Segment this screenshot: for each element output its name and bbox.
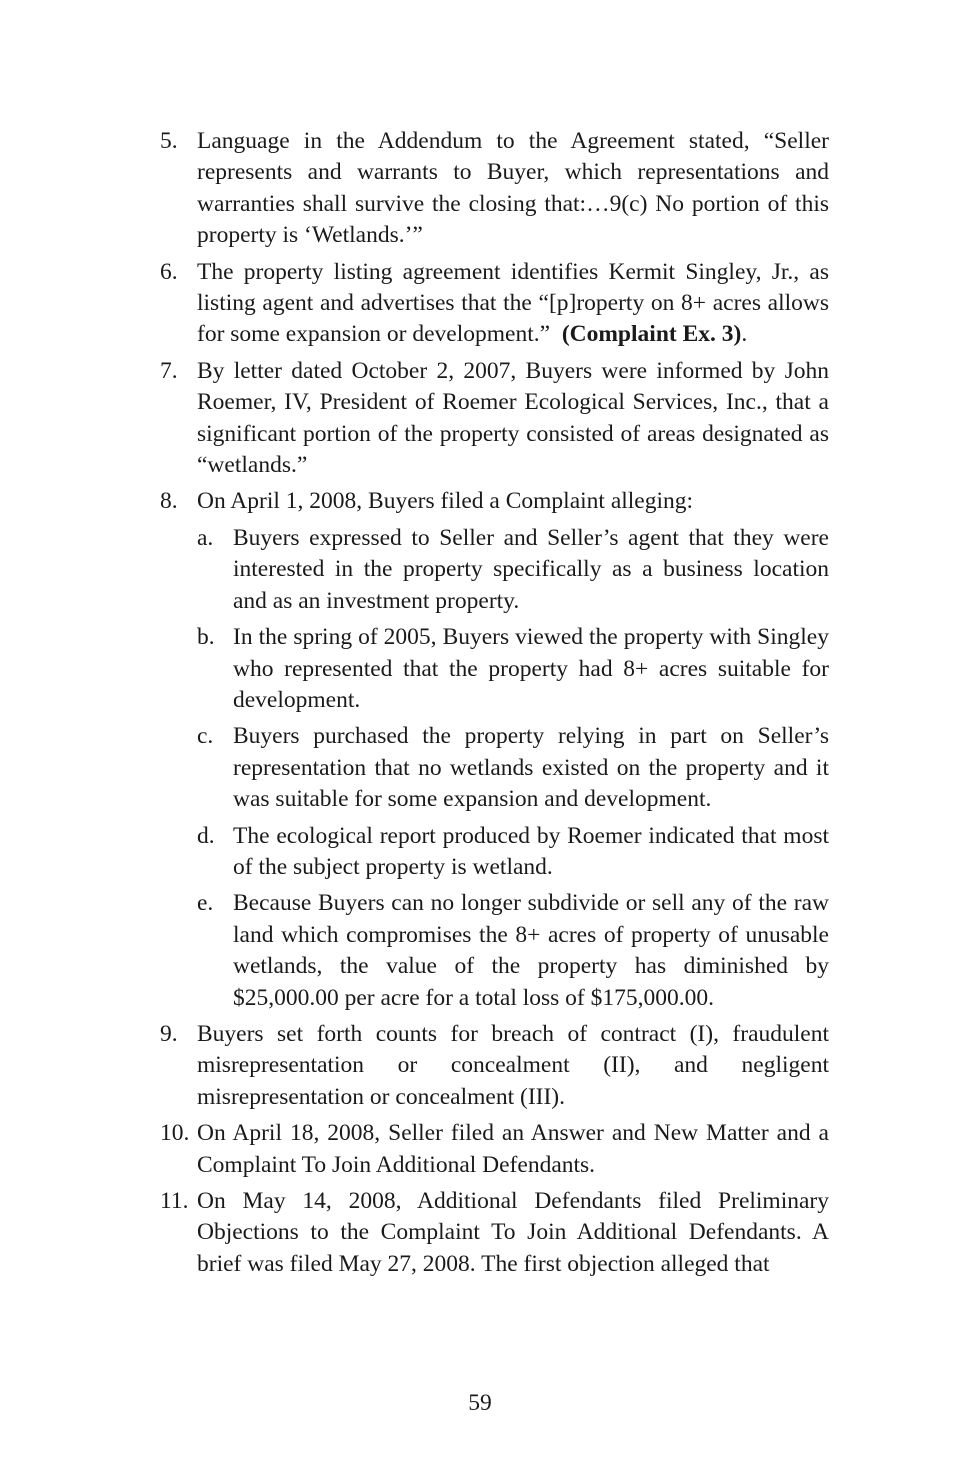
paragraph-text: On May 14, 2008, Additional Defendants filed Preliminary Objections to the Complaint To Join Additional Defendants. A brief was filed May 27, 2008. The first objection alleged that xyxy=(197,1188,829,1277)
sub-item-text: Buyers purchased the property relying in part on Seller’s representation that no wetlands existed on the property and it was suitable for some expansion and development. xyxy=(233,723,829,813)
paragraph-9 xyxy=(160,1019,829,1113)
sub-item-letter: c. xyxy=(197,723,214,750)
sub-item-a xyxy=(197,523,829,617)
document-body xyxy=(160,126,829,1285)
paragraph-text: On April 18, 2008, Seller filed an Answer and New Matter and a Complaint To Join Additional Defendants. xyxy=(197,1120,829,1178)
sub-item-b xyxy=(197,622,829,716)
paragraph-number: 6. xyxy=(160,258,178,285)
paragraph-text: Language in the Addendum to the Agreement stated, “Seller represents and warrants to Buyer, which representations and warranties shall survive the closing that:…9(c) No portion of this property is ‘Wetlands.’” xyxy=(197,128,829,249)
paragraph-number: 10. xyxy=(160,1120,190,1147)
paragraph-number: 11. xyxy=(160,1188,189,1214)
sub-item-letter: d. xyxy=(197,822,215,849)
sub-list xyxy=(197,523,829,1014)
sub-item-text: In the spring of 2005, Buyers viewed the property with Singley who represented that the property had 8+ acres suitable for development. xyxy=(233,624,829,713)
paragraph-8 xyxy=(160,486,829,1014)
sub-item-letter: e. xyxy=(197,890,214,917)
paragraph-6 xyxy=(160,257,829,351)
sub-item-text: Buyers expressed to Seller and Seller’s agent that they were interested in the property specifically as a business location and as an investment property. xyxy=(233,524,829,614)
sub-item-text: Because Buyers can no longer subdivide or sell any of the raw land which compromises the 8+ acres of property of unusable wetlands, the value of the property has diminished by $25,000.00 per acre for a total loss of $175,000.00. xyxy=(233,890,829,1011)
paragraph-text: By letter dated October 2, 2007, Buyers were informed by John Roemer, IV, President of Roemer Ecological Services, Inc., that a significant portion of the property consisted of areas designated as “wetlands.” xyxy=(197,357,829,479)
paragraph-number: 9. xyxy=(160,1020,178,1047)
sub-item-letter: b. xyxy=(197,624,215,651)
paragraph-text: On April 1, 2008, Buyers filed a Complaint alleging: xyxy=(197,488,694,515)
sub-item-text: The ecological report produced by Roemer indicated that most of the subject property is wetland. xyxy=(233,822,829,880)
sub-item-e xyxy=(197,888,829,1014)
page-number: 59 xyxy=(468,1390,492,1416)
paragraph-number: 8. xyxy=(160,488,178,515)
sub-item-d xyxy=(197,821,829,884)
paragraph-number: 7. xyxy=(160,357,178,384)
paragraph-text-wrap xyxy=(197,257,829,351)
sub-item-letter: a. xyxy=(197,524,214,551)
exhibit-citation: (Complaint Ex. 3) xyxy=(561,321,742,348)
paragraph-10 xyxy=(160,1118,829,1181)
paragraph-7 xyxy=(160,356,829,482)
paragraph-number: 5. xyxy=(160,128,178,154)
paragraph-11 xyxy=(160,1186,829,1280)
paragraph-5 xyxy=(160,126,829,252)
paragraph-text: Buyers set forth counts for breach of contract (I), fraudulent misrepresentation or concealment (II), and negligent misrepresentation or concealment (III). xyxy=(197,1020,829,1110)
paragraph-tail: . xyxy=(741,321,748,348)
sub-item-c xyxy=(197,721,829,815)
paragraph-text: The property listing agreement identifies Kermit Singley, Jr., as listing agent and advertises that the “[p]roperty on 8+ acres allows for some expansion or development.” xyxy=(197,258,829,348)
